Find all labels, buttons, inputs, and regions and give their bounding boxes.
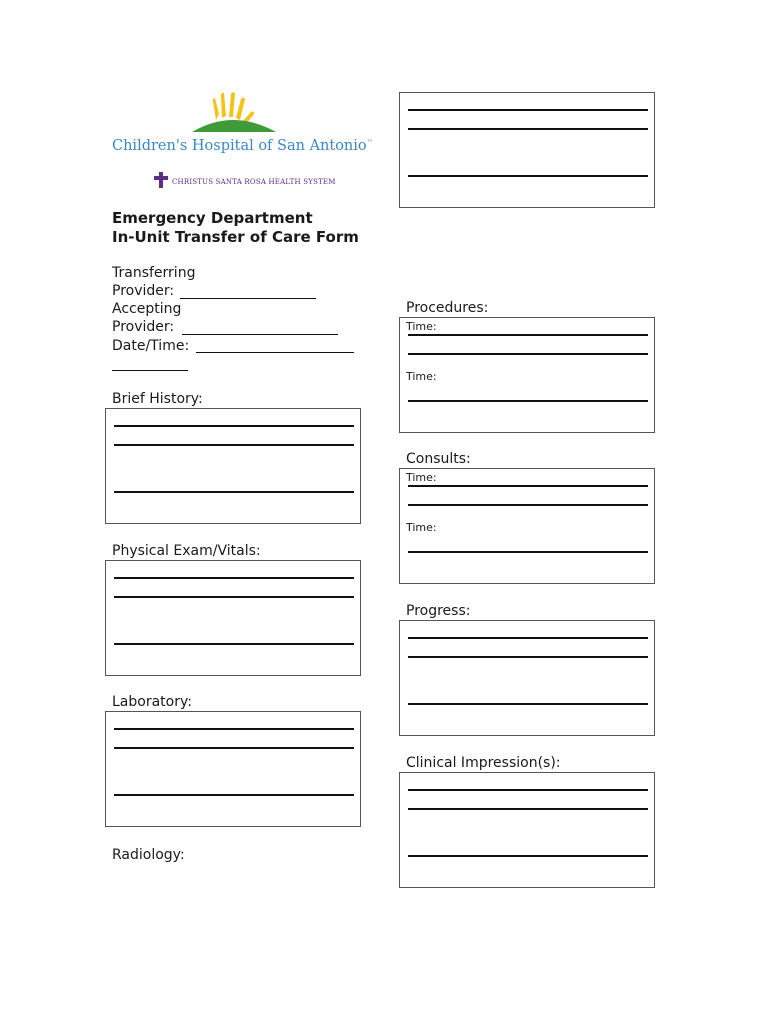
consults-time-label-2: Time: bbox=[406, 521, 437, 534]
clinical-impression-label: Clinical Impression(s): bbox=[406, 755, 561, 771]
procedures-box[interactable] bbox=[399, 317, 655, 433]
clinical-impression-box[interactable] bbox=[399, 772, 655, 888]
accepting-provider-label: Provider: bbox=[112, 319, 175, 335]
brief-history-label: Brief History: bbox=[112, 391, 203, 407]
laboratory-label: Laboratory: bbox=[112, 694, 192, 710]
procedures-time-label-1: Time: bbox=[406, 320, 437, 333]
form-title-line2: In-Unit Transfer of Care Form bbox=[112, 228, 359, 246]
procedures-time-label-2: Time: bbox=[406, 370, 437, 383]
hand-sun-logo-icon bbox=[188, 90, 278, 135]
laboratory-box[interactable] bbox=[105, 711, 361, 827]
datetime-field[interactable] bbox=[196, 352, 354, 353]
datetime-label: Date/Time: bbox=[112, 338, 190, 354]
form-title-line1: Emergency Department bbox=[112, 209, 313, 227]
progress-box[interactable] bbox=[399, 620, 655, 736]
brief-history-box[interactable] bbox=[105, 408, 361, 524]
consults-label: Consults: bbox=[406, 451, 471, 467]
physical-exam-box[interactable] bbox=[105, 560, 361, 676]
radiology-box[interactable] bbox=[399, 92, 655, 208]
physical-exam-label: Physical Exam/Vitals: bbox=[112, 543, 261, 559]
transferring-provider-label: Provider: bbox=[112, 283, 175, 299]
transferring-provider-field[interactable] bbox=[180, 298, 316, 299]
accepting-provider-field[interactable] bbox=[182, 334, 338, 335]
cross-logo-icon bbox=[154, 172, 168, 188]
progress-label: Progress: bbox=[406, 603, 471, 619]
transferring-label: Transferring bbox=[112, 265, 196, 281]
procedures-label: Procedures: bbox=[406, 300, 489, 316]
datetime-field-continued[interactable] bbox=[112, 370, 188, 371]
hospital-logo bbox=[108, 90, 373, 190]
radiology-label: Radiology: bbox=[112, 847, 185, 863]
health-system-name: CHRISTUS SANTA ROSA HEALTH SYSTEM bbox=[172, 178, 336, 186]
accepting-label: Accepting bbox=[112, 301, 182, 317]
consults-time-label-1: Time: bbox=[406, 471, 437, 484]
consults-box[interactable] bbox=[399, 468, 655, 584]
hospital-name: Children's Hospital of San Antonio™ bbox=[112, 138, 373, 154]
